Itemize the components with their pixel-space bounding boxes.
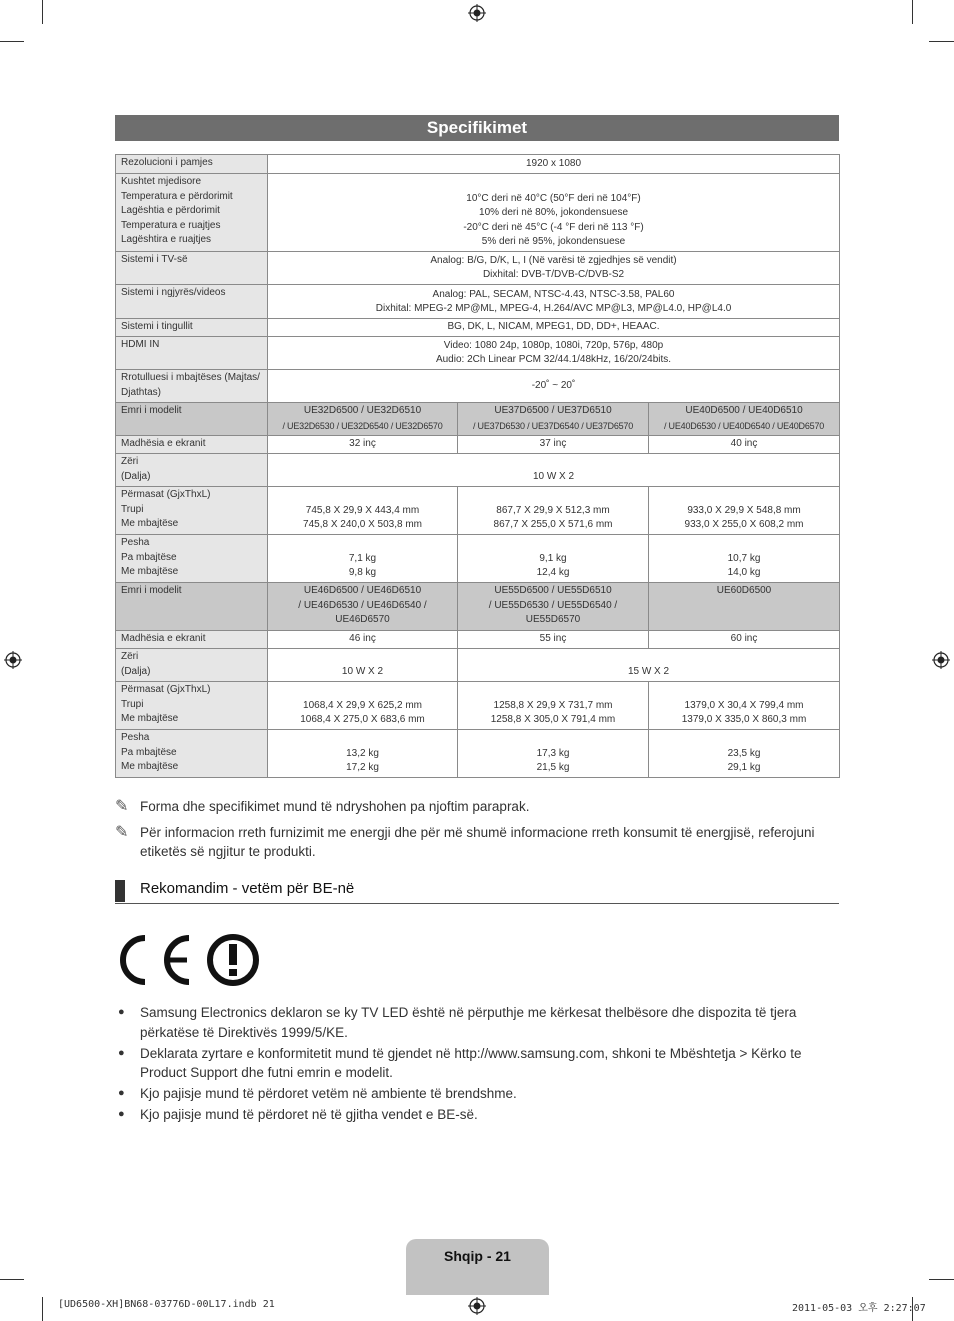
footer-timestamp: 2011-05-03 오후 2:27:07 [792,1303,926,1314]
table-row [116,337,840,370]
dimensions: 1379,0 X 30,4 X 799,4 mm 1379,0 X 335,0 X 860,3 mm [649,682,840,730]
table-row [116,285,840,319]
registration-mark-icon [468,1297,486,1315]
list-item: ● Deklarata zyrtare e konformitetit mund të gjendet në http://www.samsung.com, shkoni te Mbështetja > Kërko te Product Support dhe futni emrin e modelit. [118,1045,802,1080]
screen-size: 40 inç [649,436,840,454]
model-name: UE60D6500 [649,583,840,631]
row-label: Kushtet mjedisore Temperatura e përdorimit Lagështia e përdorimit Temperatura e ruajtjes Lagështira e ruajtjes [116,174,268,252]
screen-size: 46 inç [268,631,458,649]
table-row [116,155,840,174]
crop-mark [912,0,913,24]
model-name: UE46D6500 / UE46D6510 / UE46D6530 / UE46D6540 / UE46D6570 [268,583,458,631]
note-pen-icon: ✎ [115,824,129,841]
weight: 17,3 kg 21,5 kg [458,730,649,778]
table-row [116,487,840,535]
list-item: ● Samsung Electronics deklaron se ky TV LED është në përputhje me kërkesat thelbësore dhe dispozita të tjera përkatëse të Direktivës 1999/5/KE. [118,1005,797,1040]
crop-mark [42,1297,43,1321]
row-value: Analog: PAL, SECAM, NTSC-4.43, NTSC-3.58, PAL60 Dixhital: MPEG-2 MP@ML, MPEG-4, H.264/AVC MP@L3, MP@L4.0, HP@L4.0 [268,285,840,319]
page-number-tab [406,1239,549,1295]
screen-size: 55 inç [458,631,649,649]
compliance-logos [115,930,265,990]
table-row [116,682,840,730]
model-name: UE55D6500 / UE55D6510 / UE55D6530 / UE55D6540 / UE55D6570 [458,583,649,631]
row-label: Zëri (Dalja) [116,454,268,487]
spec-table [115,154,840,778]
screen-size: 32 inç [268,436,458,454]
row-label: Pesha Pa mbajtëse Me mbajtëse [116,730,268,778]
sound-output: 15 W X 2 [458,649,840,682]
row-label: Pesha Pa mbajtëse Me mbajtëse [116,535,268,583]
row-label: Madhësia e ekranit [116,436,268,454]
row-label: Sistemi i TV-së [116,252,268,285]
model-name: UE37D6500 / UE37D6510 / UE37D6530 / UE37D6540 / UE37D6570 [458,403,649,436]
crop-mark [0,1279,24,1280]
row-label: Emri i modelit [116,583,268,631]
row-value: -20˚ ~ 20˚ [268,370,840,403]
weight: 10,7 kg 14,0 kg [649,535,840,583]
row-value: Video: 1080 24p, 1080p, 1080i, 720p, 576p, 480p Audio: 2Ch Linear PCM 32/44.1/48kHz, 16/20/24bits. [268,337,840,370]
screen-size: 60 inç [649,631,840,649]
sound-output: 10 W X 2 [268,649,458,682]
crop-mark [0,41,24,42]
weight: 23,5 kg 29,1 kg [649,730,840,778]
footer-file-info: [UD6500-XH]BN68-03776D-00L17.indb 21 [58,1299,275,1310]
model-name: UE40D6500 / UE40D6510 / UE40D6530 / UE40D6540 / UE40D6570 [649,403,840,436]
row-value: 10°C deri në 40°C (50°F deri në 104°F) 10% deri në 80%, jokondensuese -20°C deri në 45°C (-4 °F deri në 113 °F) 5% deri në 95%, jokondensuese [268,174,840,252]
page-number: Shqip - 21 [444,1248,511,1264]
table-row [116,583,840,631]
table-row [116,649,840,682]
table-row [116,436,840,454]
row-label: Madhësia e ekranit [116,631,268,649]
row-label: Emri i modelit [116,403,268,436]
dimensions: 867,7 X 29,9 X 512,3 mm 867,7 X 255,0 X 571,6 mm [458,487,649,535]
row-label: Zëri (Dalja) [116,649,268,682]
crop-mark [929,41,954,42]
row-label: Rrotulluesi i mbajtëses (Majtas/ Djathtas) [116,370,268,403]
table-row [116,174,840,252]
note-item: ✎ Për informacion rreth furnizimit me energji dhe për më shumë informacione rreth konsumit të energjisë, referojuni etiketës së ngjitur te produkti. [115,824,815,859]
registration-mark-icon [4,651,22,669]
heading-marker [115,880,125,902]
row-label: Sistemi i ngjyrës/videos [116,285,268,319]
table-row [116,631,840,649]
row-label: Përmasat (GjxThxL) Trupi Me mbajtëse [116,682,268,730]
dimensions: 745,8 X 29,9 X 443,4 mm 745,8 X 240,0 X 503,8 mm [268,487,458,535]
table-row [116,319,840,337]
model-name: UE32D6500 / UE32D6510 / UE32D6530 / UE32D6540 / UE32D6570 [268,403,458,436]
dimensions: 933,0 X 29,9 X 548,8 mm 933,0 X 255,0 X 608,2 mm [649,487,840,535]
row-label: Sistemi i tingullit [116,319,268,337]
row-label: Rezolucioni i pamjes [116,155,268,174]
row-label: HDMI IN [116,337,268,370]
row-value: 1920 x 1080 [268,155,840,174]
dimensions: 1258,8 X 29,9 X 731,7 mm 1258,8 X 305,0 X 791,4 mm [458,682,649,730]
note-pen-icon: ✎ [115,798,129,815]
list-item: ● Kjo pajisje mund të përdoret në të gjitha vendet e BE-së. [118,1107,478,1122]
table-row [116,252,840,285]
row-value: Analog: B/G, D/K, L, I (Në varësi të zgjedhjes së vendit) Dixhital: DVB-T/DVB-C/DVB-S2 [268,252,840,285]
table-row [116,454,840,487]
weight: 7,1 kg 9,8 kg [268,535,458,583]
page-title: Specifikimet [115,115,839,141]
weight: 13,2 kg 17,2 kg [268,730,458,778]
crop-mark [42,0,43,24]
registration-mark-icon [932,651,950,669]
notes-section [115,797,839,868]
table-row [116,403,840,436]
bullet-list [115,1003,839,1126]
alert-icon [205,930,265,990]
table-row [116,370,840,403]
row-label: Përmasat (GjxThxL) Trupi Me mbajtëse [116,487,268,535]
weight: 9,1 kg 12,4 kg [458,535,649,583]
sound-output: 10 W X 2 [268,454,840,487]
table-row [116,730,840,778]
list-item: ● Kjo pajisje mund të përdoret vetëm në ambiente të brendshme. [118,1086,517,1101]
dimensions: 1068,4 X 29,9 X 625,2 mm 1068,4 X 275,0 X 683,6 mm [268,682,458,730]
screen-size: 37 inç [458,436,649,454]
note-item: ✎ Forma dhe specifikimet mund të ndryshohen pa njoftim paraprak. [115,798,530,815]
table-row [116,535,840,583]
registration-mark-icon [468,4,486,22]
ce-mark-icon [115,930,205,990]
crop-mark [929,1279,954,1280]
row-value: BG, DK, L, NICAM, MPEG1, DD, DD+, HEAAC. [268,319,840,337]
section-heading: Rekomandim - vetëm për BE-në [115,878,839,904]
